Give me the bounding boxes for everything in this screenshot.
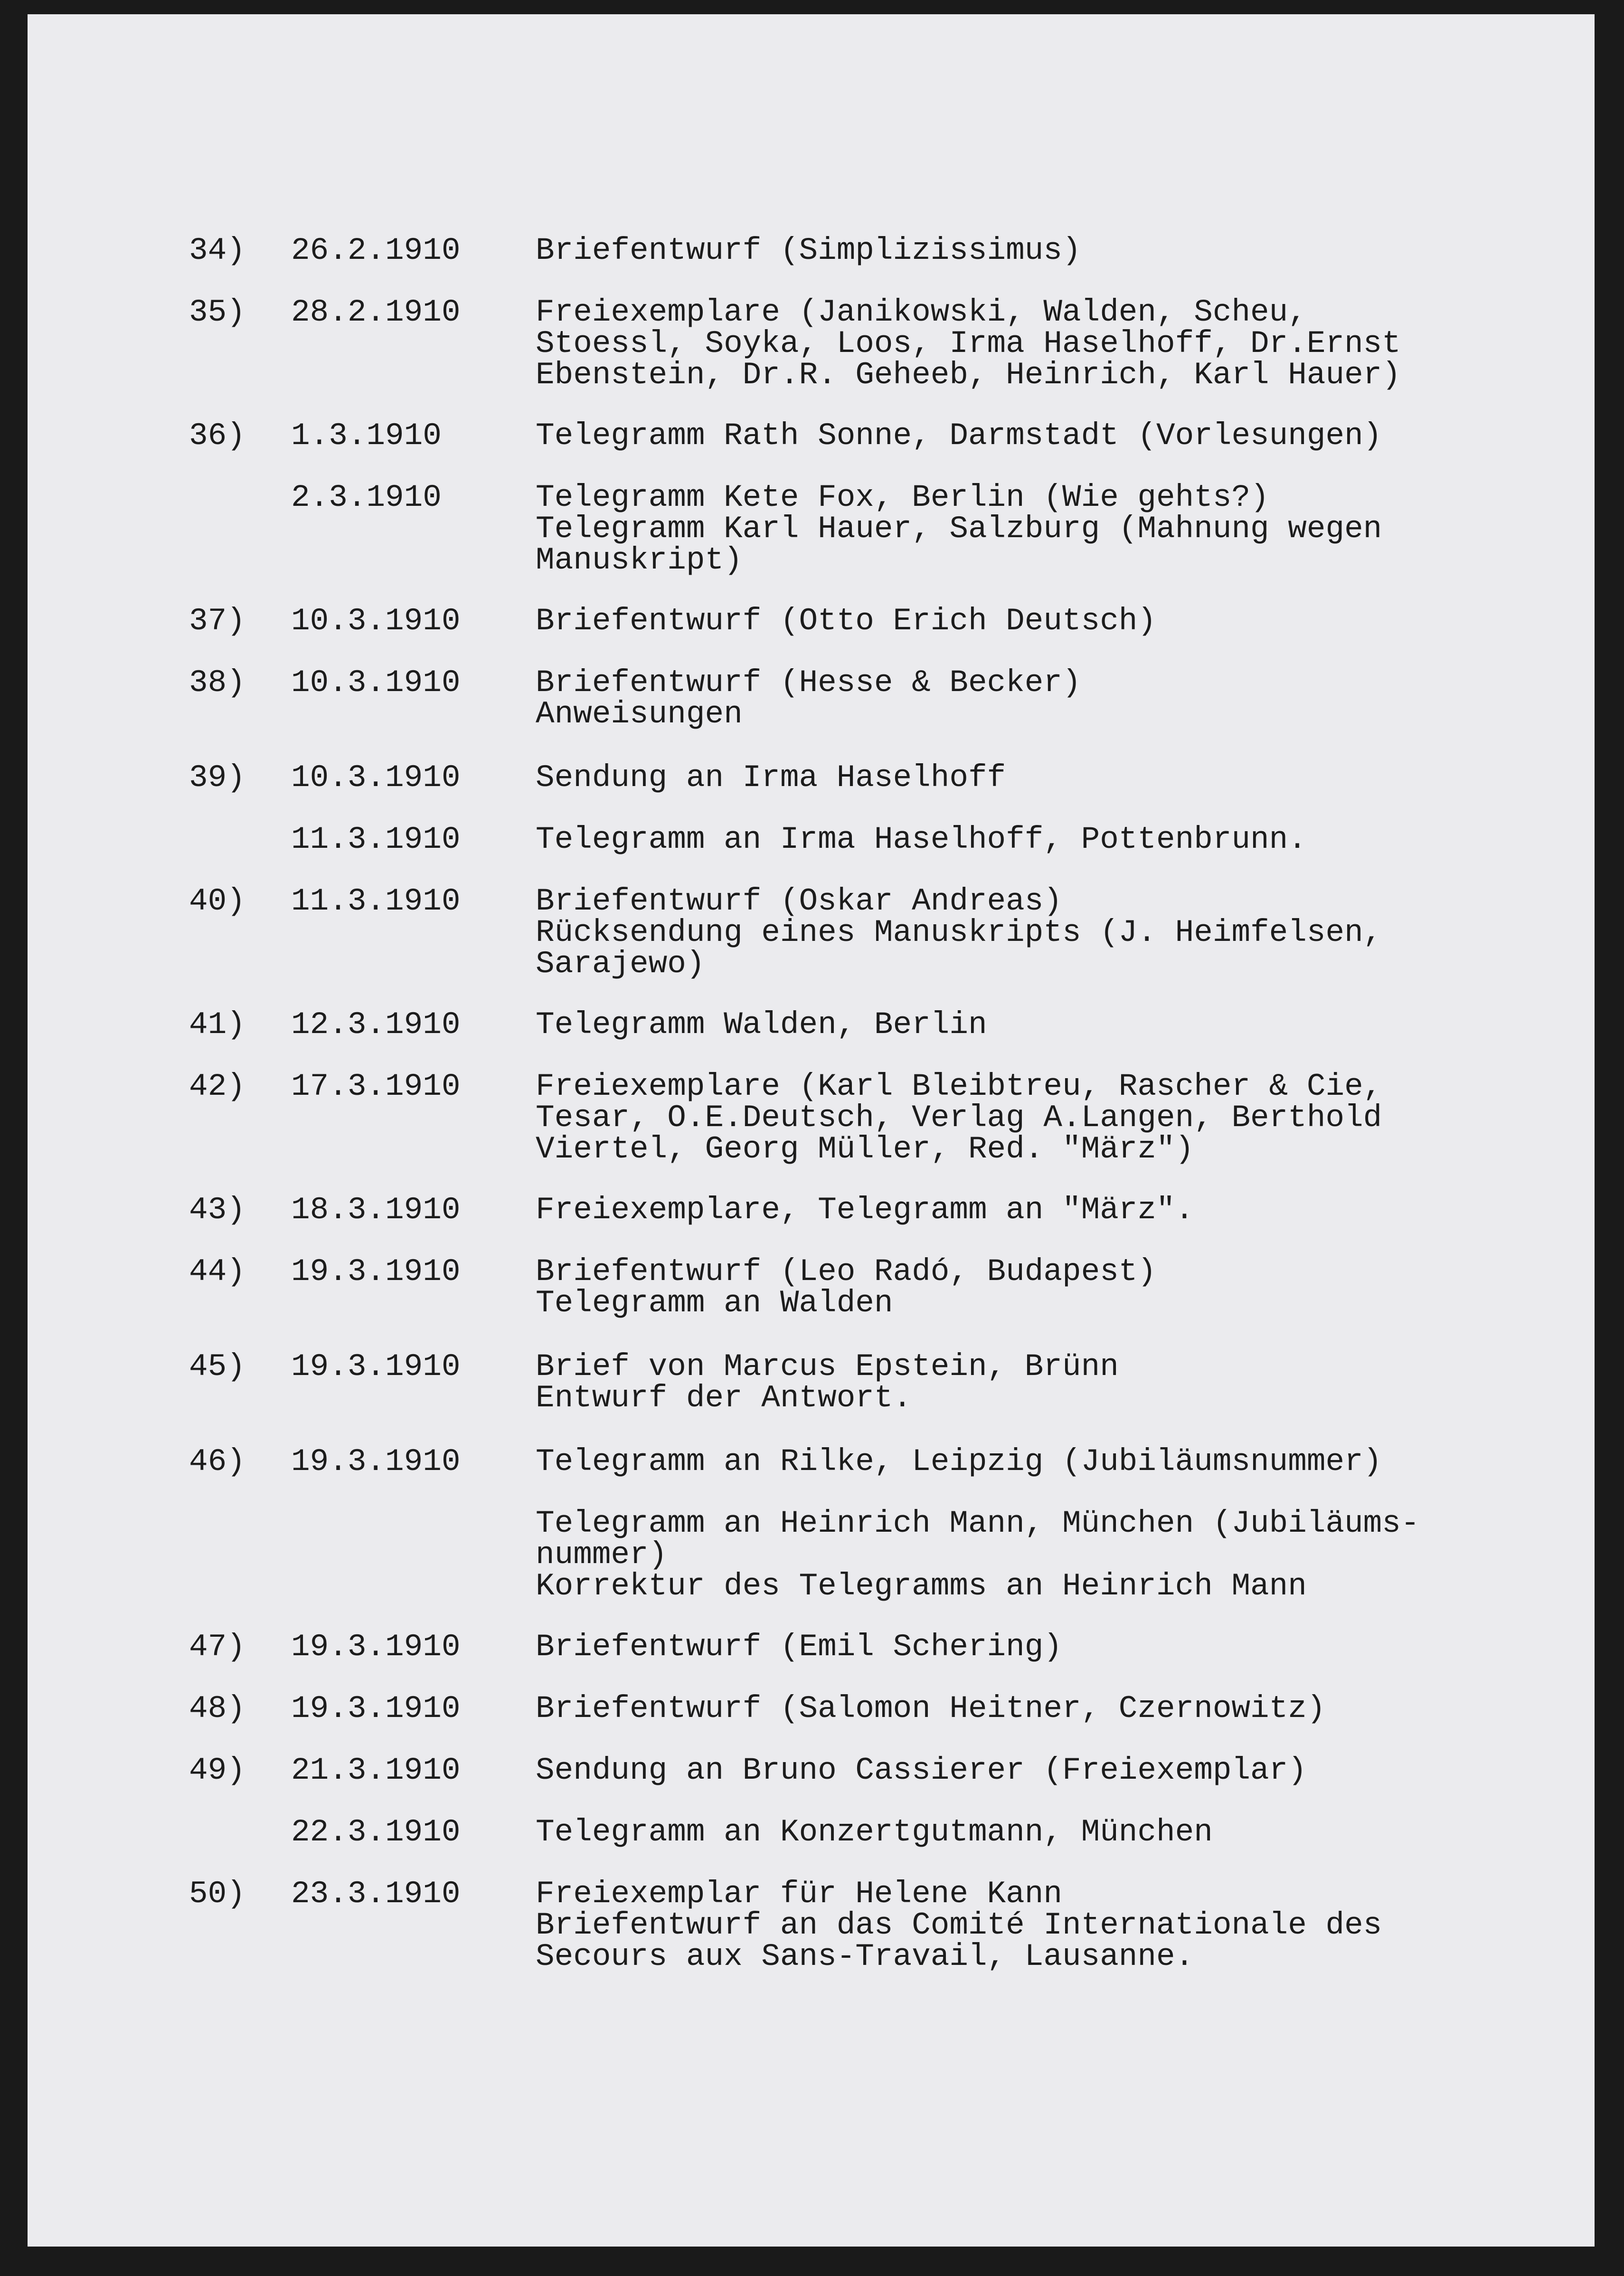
entry-description-line: Sendung an Irma Haselhoff <box>536 760 1006 796</box>
entry-date: 22.3.1910 <box>291 1814 461 1850</box>
entry-description-line: Briefentwurf (Salomon Heitner, Czernowitz) <box>536 1691 1326 1726</box>
entry-description-line: Secours aux Sans-Travail, Lausanne. <box>536 1939 1194 1974</box>
entry-description <box>536 1814 1542 1850</box>
entry-description <box>536 667 1542 730</box>
entry-description-line: Briefentwurf (Simplizissimus) <box>536 233 1081 268</box>
entry-description-line: Freiexemplare, Telegramm an "März". <box>536 1192 1194 1228</box>
entry-description <box>536 235 1542 266</box>
entry-description <box>536 1071 1542 1165</box>
entry-date: 11.3.1910 <box>291 883 461 919</box>
entry-number: 39) <box>189 760 245 796</box>
entry-description-line: Telegramm an Konzertgutmann, München <box>536 1814 1213 1850</box>
entry-description-line: Ebenstein, Dr.R. Geheeb, Heinrich, Karl Hauer) <box>536 357 1401 393</box>
entry-description-line: Briefentwurf an das Comité Internationale des <box>536 1907 1382 1943</box>
entry-description-line: Telegramm an Heinrich Mann, München (Jubiläums- <box>536 1506 1420 1541</box>
entry-date: 2.3.1910 <box>291 480 442 515</box>
entry-date: 23.3.1910 <box>291 1876 461 1912</box>
entry-description-line: Briefentwurf (Emil Schering) <box>536 1629 1062 1665</box>
entry-description-line: Briefentwurf (Leo Radó, Budapest) <box>536 1254 1157 1290</box>
entry-description-line: Brief von Marcus Epstein, Brünn <box>536 1349 1119 1385</box>
entry-description <box>536 1256 1542 1319</box>
entry-date: 12.3.1910 <box>291 1007 461 1043</box>
entry-date: 11.3.1910 <box>291 822 461 857</box>
entry-description <box>536 1508 1542 1602</box>
entry-description-line: Freiexemplare (Karl Bleibtreu, Rascher & Cie, <box>536 1069 1382 1104</box>
entry-number: 45) <box>189 1349 245 1385</box>
entry-number: 42) <box>189 1069 245 1104</box>
entry-date: 19.3.1910 <box>291 1254 461 1290</box>
entry-number: 34) <box>189 233 245 268</box>
entry-description <box>536 762 1542 794</box>
entry-description <box>536 1755 1542 1786</box>
entry-description <box>536 1693 1542 1725</box>
entry-list <box>28 14 1595 2247</box>
entry-description <box>536 294 1542 393</box>
entry-number: 43) <box>189 1192 245 1228</box>
entry-date: 28.2.1910 <box>291 294 461 330</box>
entry-description-line: Telegramm Rath Sonne, Darmstadt (Vorlesungen) <box>536 418 1382 454</box>
entry-date: 19.3.1910 <box>291 1691 461 1726</box>
entry-number: 48) <box>189 1691 245 1726</box>
entry-date: 10.3.1910 <box>291 603 461 639</box>
entry-description <box>536 1009 1542 1041</box>
entry-description-line: Manuskript) <box>536 542 743 578</box>
entry-description-line: nummer) <box>536 1537 668 1573</box>
entry-description <box>536 482 1542 576</box>
entry-description <box>536 420 1542 452</box>
entry-number: 36) <box>189 418 245 454</box>
entry-date: 10.3.1910 <box>291 665 461 701</box>
document-page <box>28 14 1595 2247</box>
entry-description-line: Briefentwurf (Otto Erich Deutsch) <box>536 603 1157 639</box>
entry-description <box>536 824 1542 855</box>
entry-description-line: Briefentwurf (Oskar Andreas) <box>536 883 1062 919</box>
entry-description-line: Freiexemplare (Janikowski, Walden, Scheu, <box>536 294 1307 330</box>
entry-description-line: Rücksendung eines Manuskripts (J. Heimfelsen, <box>536 915 1382 950</box>
entry-description <box>536 1446 1542 1478</box>
entry-description <box>536 1878 1542 1973</box>
entry-date: 10.3.1910 <box>291 760 461 796</box>
entry-description-line: Telegramm Kete Fox, Berlin (Wie gehts?) <box>536 480 1269 515</box>
entry-description-line: Telegramm an Rilke, Leipzig (Jubiläumsnummer) <box>536 1444 1382 1479</box>
entry-number: 44) <box>189 1254 245 1290</box>
entry-date: 1.3.1910 <box>291 418 442 454</box>
entry-description-line: Sendung an Bruno Cassierer (Freiexemplar) <box>536 1753 1307 1788</box>
entry-description-line: Telegramm Karl Hauer, Salzburg (Mahnung wegen <box>536 511 1382 547</box>
entry-number: 37) <box>189 603 245 639</box>
entry-number: 40) <box>189 883 245 919</box>
entry-number: 46) <box>189 1444 245 1479</box>
entry-description-line: Briefentwurf (Hesse & Becker) <box>536 665 1081 701</box>
entry-date: 19.3.1910 <box>291 1629 461 1665</box>
entry-description <box>536 883 1542 982</box>
entry-description-line: Anweisungen <box>536 696 743 732</box>
entry-description-line: Stoessl, Soyka, Loos, Irma Haselhoff, Dr.Ernst <box>536 326 1401 361</box>
entry-date: 17.3.1910 <box>291 1069 461 1104</box>
entry-number: 47) <box>189 1629 245 1665</box>
entry-description <box>536 1192 1542 1228</box>
entry-description <box>536 1351 1542 1414</box>
entry-description-line: Entwurf der Antwort. <box>536 1380 912 1416</box>
entry-description-line: Telegramm an Irma Haselhoff, Pottenbrunn. <box>536 822 1307 857</box>
entry-date: 26.2.1910 <box>291 233 461 268</box>
entry-date: 19.3.1910 <box>291 1349 461 1385</box>
entry-number: 50) <box>189 1876 245 1912</box>
entry-date: 18.3.1910 <box>291 1192 461 1228</box>
entry-number: 49) <box>189 1753 245 1788</box>
entry-date: 19.3.1910 <box>291 1444 461 1479</box>
entry-description-line: Telegramm Walden, Berlin <box>536 1007 987 1043</box>
entry-description-line: Sarajewo) <box>536 946 705 982</box>
entry-description-line: Freiexemplar für Helene Kann <box>536 1876 1062 1912</box>
entry-description-line: Viertel, Georg Müller, Red. "März") <box>536 1131 1194 1167</box>
entry-number: 35) <box>189 294 245 330</box>
entry-description <box>536 603 1542 639</box>
entry-description-line: Tesar, O.E.Deutsch, Verlag A.Langen, Berthold <box>536 1100 1382 1136</box>
entry-description-line: Telegramm an Walden <box>536 1285 893 1321</box>
entry-description-line: Korrektur des Telegramms an Heinrich Mann <box>536 1568 1307 1604</box>
entry-number: 41) <box>189 1007 245 1043</box>
entry-description <box>536 1631 1542 1663</box>
entry-number: 38) <box>189 665 245 701</box>
entry-date: 21.3.1910 <box>291 1753 461 1788</box>
